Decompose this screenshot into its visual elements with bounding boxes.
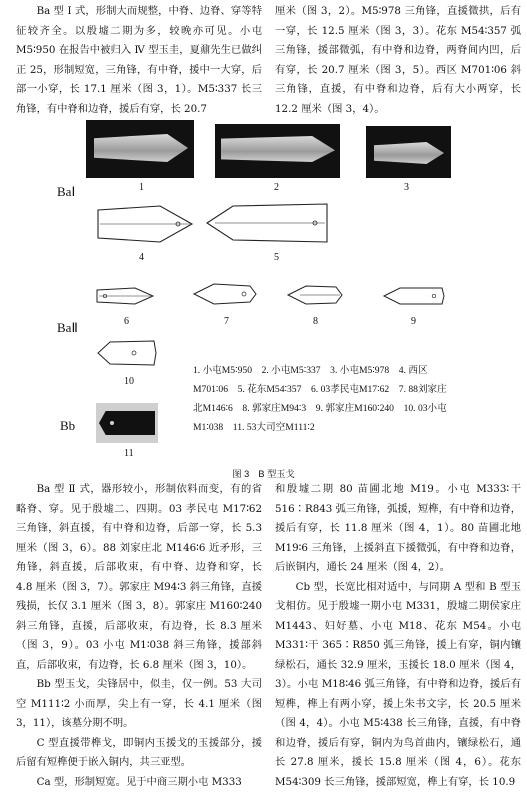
- paragraph: Ca 型，形制短宽。见于中商三期小屯 M333: [16, 773, 262, 792]
- figure-number: 4: [139, 252, 144, 263]
- figure-number: 6: [124, 316, 129, 327]
- paragraph: Ba 型 Ⅰ 式，形制大而规整，中脊、边脊、穿等特征较齐全。以殷墟二期为多，较晚亦可见。小屯 M5∶950 在报告中被归入 Ⅳ 型玉圭，夏鼐先生已做纠正 25，形制短宽，三角锋，有中脊，援中一大穿，后部一小穿，长 17.1 厘米（图 3，1）。M5∶337 长三角锋，有中脊和边脊，援后有穿，长 20.7: [16, 2, 262, 119]
- paragraph: C 型直援带榫戈，即铜内玉援戈的玉援部分，援后留有短榫便于嵌入铜内，共三亚型。: [16, 734, 262, 773]
- figure-number: 2: [274, 182, 279, 193]
- drawing-10: [96, 338, 158, 368]
- paragraph: 和殷墟二期 80 苗圃北地 M19。小屯 M333∶干 516∶R843 弧三角锋，弧援，短榫，有中脊和边脊，援后有穿，长 11.8 厘米（图 4，1）。80 苗圃北地 M19∶6 三角锋，上援斜直下援微弧，有中脊和边脊，后嵌铜内，通长 24 厘米（图 4，2）。: [275, 480, 521, 578]
- figure-number: 9: [411, 316, 416, 327]
- caption-line: 北M146∶6 8. 郭家庄M94∶3 9. 郭家庄M160∶240 10. 03小屯: [193, 399, 483, 418]
- paragraph: 厘米（图 3，2）。M5∶978 三角锋，直援微拱，后有一穿，长 12.5 厘米（图 3，3）。花东 M54∶357 弧三角锋，援部微弧，有中脊和边脊，两脊间内凹，后有穿，长 20.7 厘米（图 3，5）。西区 M701∶06 斜三角锋，直援，有中脊和边脊，后有大小两穿，长 12.2 厘米（图 3，4）。: [275, 2, 521, 119]
- caption-line: M701∶06 5. 花东M54∶357 6. 03孝民屯M17∶62 7. 88刘家庄: [193, 380, 483, 399]
- text-column-bottom-right: [275, 480, 521, 792]
- drawing-8: [286, 282, 344, 308]
- drawing-9: [382, 284, 446, 308]
- figure-number: 11: [124, 448, 134, 459]
- group-label-ba2: BaⅡ: [57, 320, 78, 336]
- caption-line: M1∶038 11. 53大司空M111∶2: [193, 418, 483, 437]
- photo-1: [86, 120, 194, 178]
- figure-caption-list: [193, 361, 483, 437]
- paragraph: Ba 型 Ⅱ 式，器形较小，形制依料而变，有的省略脊、穿。见于殷墟二、四期。03 孝民屯 M17∶62 三角锋，斜直援，有中脊和边脊，后部一穿，长 5.3 厘米（图 3，6）。88 刘家庄北 M146∶6 近矛形，三角锋，斜直援，后部收束，有中脊、边脊和穿，长 4.8 厘米（图 3，7）。郭家庄 M94∶3 斜三角锋，直援残损，长仅 3.1 厘米（图 3，8）。郭家庄 M160∶240 斜三角锋，直援，后部收束，有边脊，长 8.3 厘米（图 3，9）。03 小屯 M1∶038 斜三角锋，援部斜直，后部收束，有边脊，长 6.8 厘米（图 3，10）。: [16, 480, 262, 675]
- figure-number: 7: [224, 316, 229, 327]
- figure-title: 图 3 B 型玉戈: [0, 466, 527, 480]
- figure-number: 1: [139, 182, 144, 193]
- photo-11: [96, 403, 158, 443]
- figure-number: 3: [404, 182, 409, 193]
- paragraph: Cb 型，长宽比相对适中，与同期 A 型和 B 型玉戈相仿。见于殷墟一期小屯 M331，殷墟二期侯家庄 M1443、妇好墓、小屯 M18、花东 M54。小屯 M331∶干 365∶R850 弧三角锋，援上有穿，铜内镶绿松石，通长 32.9 厘米，玉援长 18.0 厘米（图 4，3）。小屯 M18∶46 弧三角锋，有中脊和边脊，援后有短榫，榫上有两小穿，援上朱书文字，长 20.5 厘米（图 4，4）。小屯 M5∶438 长三角锋，直援，有中脊和边脊，援后有穿，铜内为鸟首曲内，镶绿松石，通长 27.8 厘米，援长 15.8 厘米（图 4，6）。花东 M54∶309 长三角锋，援部短宽，榫上有穿，长 10.9: [275, 578, 521, 792]
- photo-3: [366, 126, 451, 178]
- photo-2: [215, 124, 340, 178]
- drawing-5: [205, 200, 331, 246]
- group-label-ba1: BaⅠ: [57, 184, 75, 200]
- text-column-bottom-left: [16, 480, 262, 792]
- figure-number: 5: [274, 252, 279, 263]
- figure-number: 10: [124, 376, 134, 387]
- drawing-7: [192, 280, 258, 308]
- caption-line: 1. 小屯M5∶950 2. 小屯M5∶337 3. 小屯M5∶978 4. 西区: [193, 361, 483, 380]
- group-label-bb: Bb: [60, 418, 75, 434]
- drawing-6: [95, 284, 155, 308]
- figure-number: 8: [313, 316, 318, 327]
- paragraph: Bb 型玉戈，尖锋居中，似圭，仅一例。53 大司空 M111∶2 小而厚，尖上有一穿，长 4.1 厘米（图 3，11），该墓分期不明。: [16, 675, 262, 734]
- drawing-4: [96, 202, 196, 246]
